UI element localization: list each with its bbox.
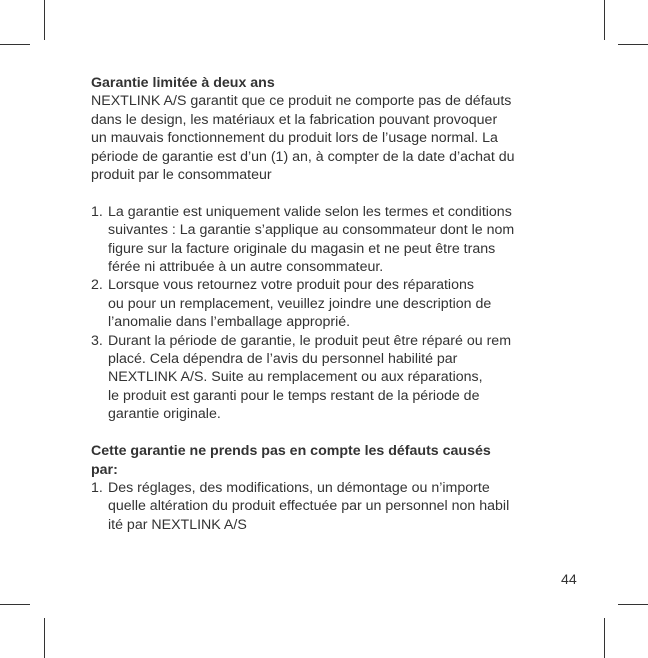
- text-line: La garantie est uniquement valide selon les termes et conditions: [108, 203, 512, 220]
- exclusions-list: [91, 479, 571, 534]
- crop-mark-bottom-right-horizontal: [618, 604, 648, 605]
- text-line: placé. Cela dépendra de l’avis du personnel habilité par: [108, 351, 458, 368]
- crop-mark-top-left-horizontal: [0, 44, 30, 45]
- text-line: NEXTLINK A/S garantit que ce produit ne comporte pas de défauts: [91, 93, 512, 110]
- text-line: figure sur la facture originale du magasin et ne peut être trans: [108, 240, 496, 257]
- crop-mark-bottom-left-horizontal: [0, 604, 30, 605]
- text-line: l’anomalie dans l’emballage approprié.: [108, 314, 351, 331]
- text-line: un mauvais fonctionnement du produit lors de l’usage normal. La: [91, 130, 498, 147]
- warranty-conditions-list: [91, 203, 571, 424]
- warranty-intro-paragraph: [91, 92, 571, 184]
- text-line: Des réglages, des modifications, un démontage ou n’importe: [108, 479, 490, 496]
- text-line: par:: [91, 461, 118, 478]
- exclusions-heading: [91, 442, 571, 479]
- text-line: produit par le consommateur: [91, 167, 272, 184]
- text-line: ité par NEXTLINK A/S: [108, 516, 247, 533]
- list-item: [91, 479, 571, 534]
- warranty-heading: Garantie limitée à deux ans: [91, 75, 275, 91]
- list-item: [91, 276, 571, 331]
- crop-mark-bottom-right-vertical: [604, 618, 605, 658]
- list-item-number: 1.: [91, 203, 103, 220]
- text-line: période de garantie est d’un (1) an, à compter de la date d’achat du: [91, 148, 515, 165]
- text-line: Lorsque vous retournez votre produit pour des réparations: [108, 277, 474, 294]
- list-item: [91, 203, 571, 277]
- crop-mark-top-right-vertical: [604, 0, 605, 40]
- crop-mark-top-left-vertical: [44, 0, 45, 40]
- list-item-number: 1.: [91, 479, 103, 496]
- text-line: quelle altération du produit effectuée par un personnel non habil: [108, 498, 510, 515]
- list-item: [91, 332, 571, 424]
- text-line: Durant la période de garantie, le produit peut être réparé ou rem: [108, 332, 512, 349]
- text-line: dans le design, les matériaux et la fabrication pouvant provoquer: [91, 111, 498, 128]
- text-line: NEXTLINK A/S. Suite au remplacement ou aux réparations,: [108, 369, 483, 386]
- text-line: Cette garantie ne prends pas en compte les défauts causés: [91, 443, 491, 460]
- crop-mark-top-right-horizontal: [618, 44, 648, 45]
- text-line: garantie originale.: [108, 406, 221, 423]
- text-line: le produit est garanti pour le temps restant de la période de: [108, 387, 480, 404]
- text-line: suivantes : La garantie s’applique au consommateur dont le nom: [108, 222, 515, 239]
- page-content: [91, 74, 571, 534]
- crop-mark-bottom-left-vertical: [44, 618, 45, 658]
- list-item-number: 2.: [91, 277, 103, 294]
- text-line: férée ni attribuée à un autre consommateur.: [108, 259, 384, 276]
- page-number: 44: [561, 572, 577, 588]
- list-item-number: 3.: [91, 332, 103, 349]
- text-line: ou pour un remplacement, veuillez joindre une description de: [108, 295, 492, 312]
